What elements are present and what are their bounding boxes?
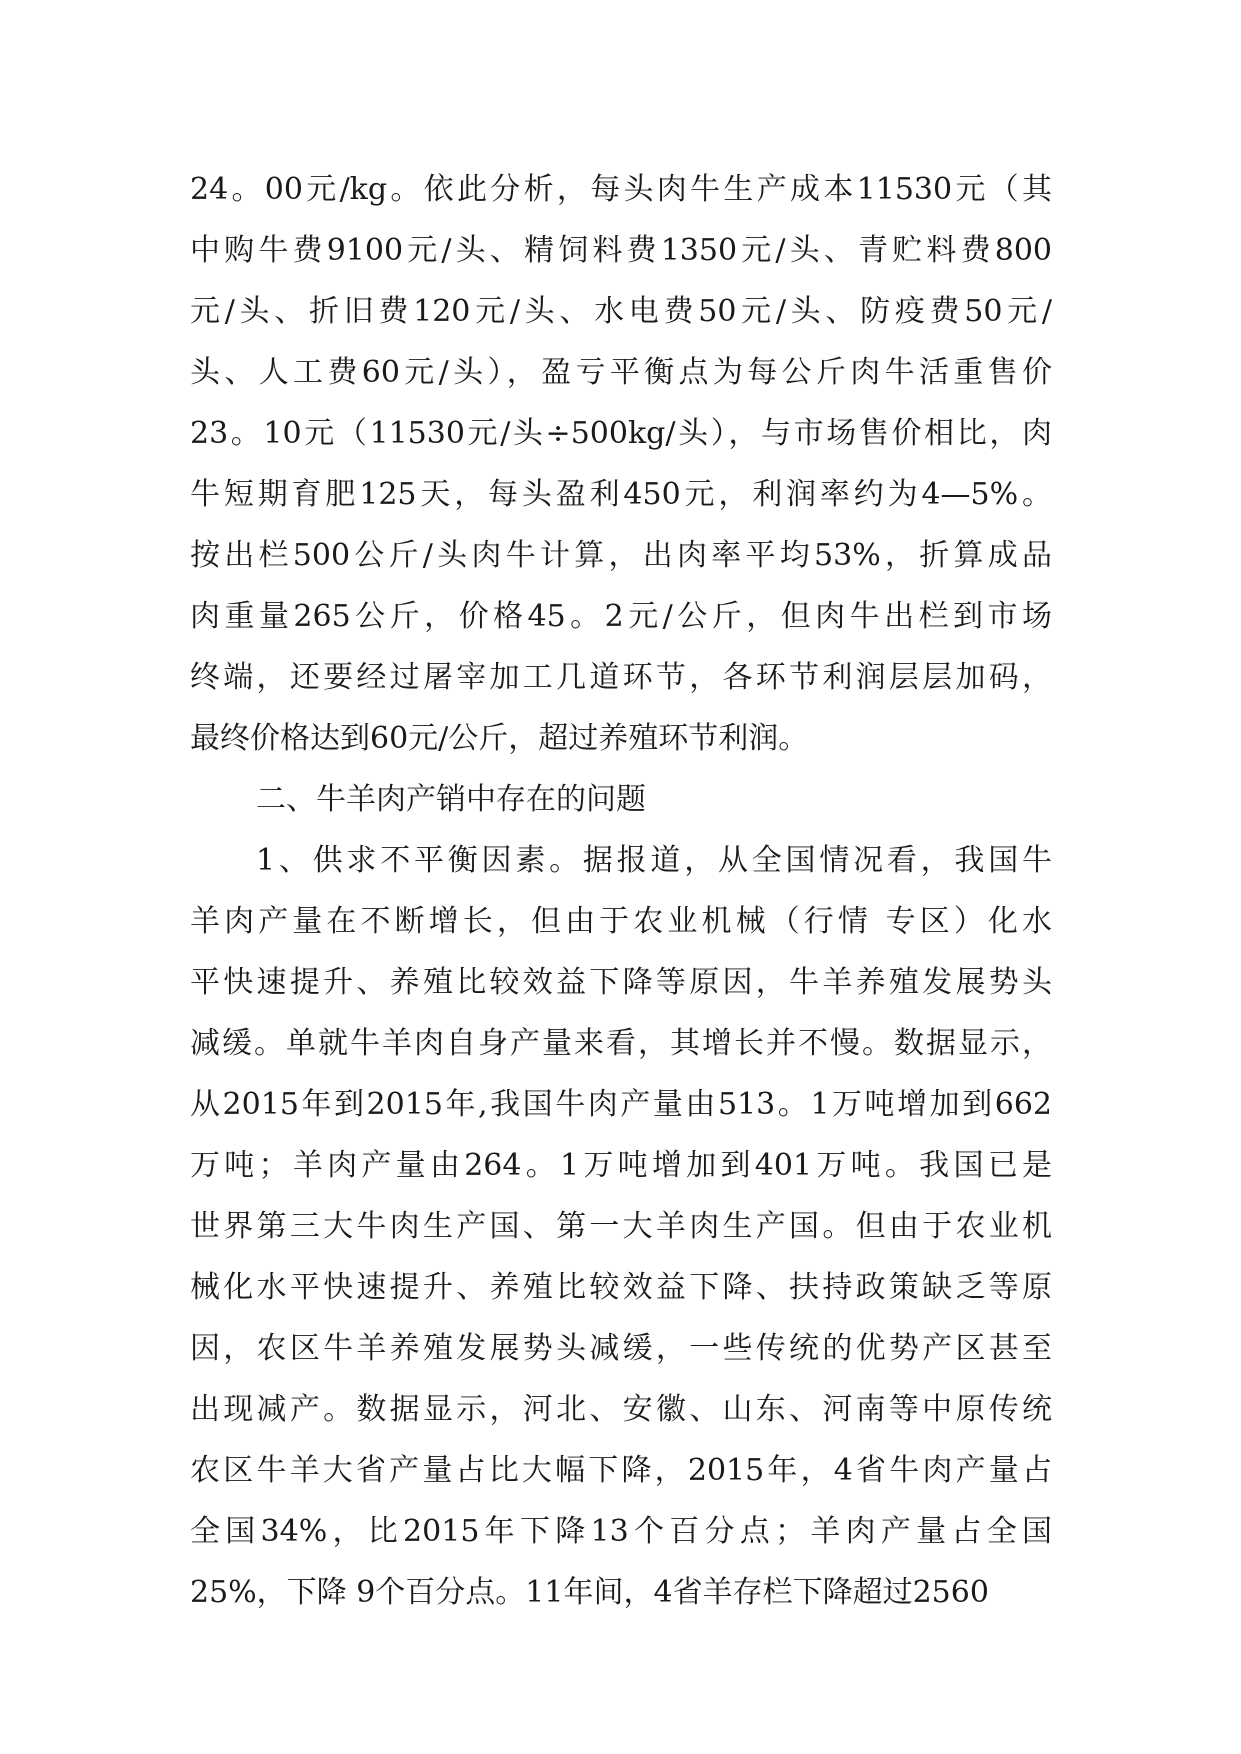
text-line: 因，农区牛羊养殖发展势头减缓，一些传统的优势产区甚至: [190, 1331, 1052, 1366]
text-line: 头、人工费60元/头），盈亏平衡点为每公斤肉牛活重售价: [190, 355, 1052, 390]
text-line: 按出栏500公斤/头肉牛计算，出肉率平均53%，折算成品: [190, 538, 1052, 573]
body-text: [190, 159, 1052, 1623]
text-line: 全国34%，比2015年下降13个百分点；羊肉产量占全国: [190, 1514, 1052, 1549]
text-line: 24。00元/kg。依此分析，每头肉牛生产成本11530元（其: [190, 172, 1052, 207]
text-line: 出现减产。数据显示，河北、安徽、山东、河南等中原传统: [190, 1392, 1052, 1427]
text-line: 25%，下降 9个百分点。11年间，4省羊存栏下降超过2560: [190, 1575, 989, 1610]
text-line: 从2015年到2015年,我国牛肉产量由513。1万吨增加到662: [190, 1087, 1052, 1122]
section-heading: 二、牛羊肉产销中存在的问题: [256, 782, 646, 817]
text-line: 万吨；羊肉产量由264。1万吨增加到401万吨。我国已是: [190, 1148, 1052, 1183]
text-line: 平快速提升、养殖比较效益下降等原因，牛羊养殖发展势头: [190, 965, 1052, 1000]
text-line: 肉重量265公斤，价格45。2元/公斤，但肉牛出栏到市场: [190, 599, 1052, 634]
text-line: 农区牛羊大省产量占比大幅下降，2015年，4省牛肉产量占: [190, 1453, 1052, 1488]
text-line: 1、供求不平衡因素。据报道，从全国情况看，我国牛: [256, 843, 1052, 878]
text-line: 减缓。单就牛羊肉自身产量来看，其增长并不慢。数据显示，: [190, 1026, 1052, 1061]
text-line: 终端，还要经过屠宰加工几道环节，各环节利润层层加码，: [190, 660, 1052, 695]
text-line: 元/头、折旧费120元/头、水电费50元/头、防疫费50元/: [190, 294, 1052, 329]
text-line: 世界第三大牛肉生产国、第一大羊肉生产国。但由于农业机: [190, 1209, 1052, 1244]
text-line: 23。10元（11530元/头÷500kg/头），与市场售价相比，肉: [190, 416, 1052, 451]
text-line: 最终价格达到60元/公斤，超过养殖环节利润。: [190, 721, 809, 756]
text-line: 械化水平快速提升、养殖比较效益下降、扶持政策缺乏等原: [190, 1270, 1052, 1305]
text-line: 中购牛费9100元/头、精饲料费1350元/头、青贮料费800: [190, 233, 1052, 268]
text-line: 牛短期育肥125天，每头盈利450元，利润率约为4—5%。: [190, 477, 1052, 512]
text-line: 羊肉产量在不断增长，但由于农业机械（行情 专区）化水: [190, 904, 1052, 939]
